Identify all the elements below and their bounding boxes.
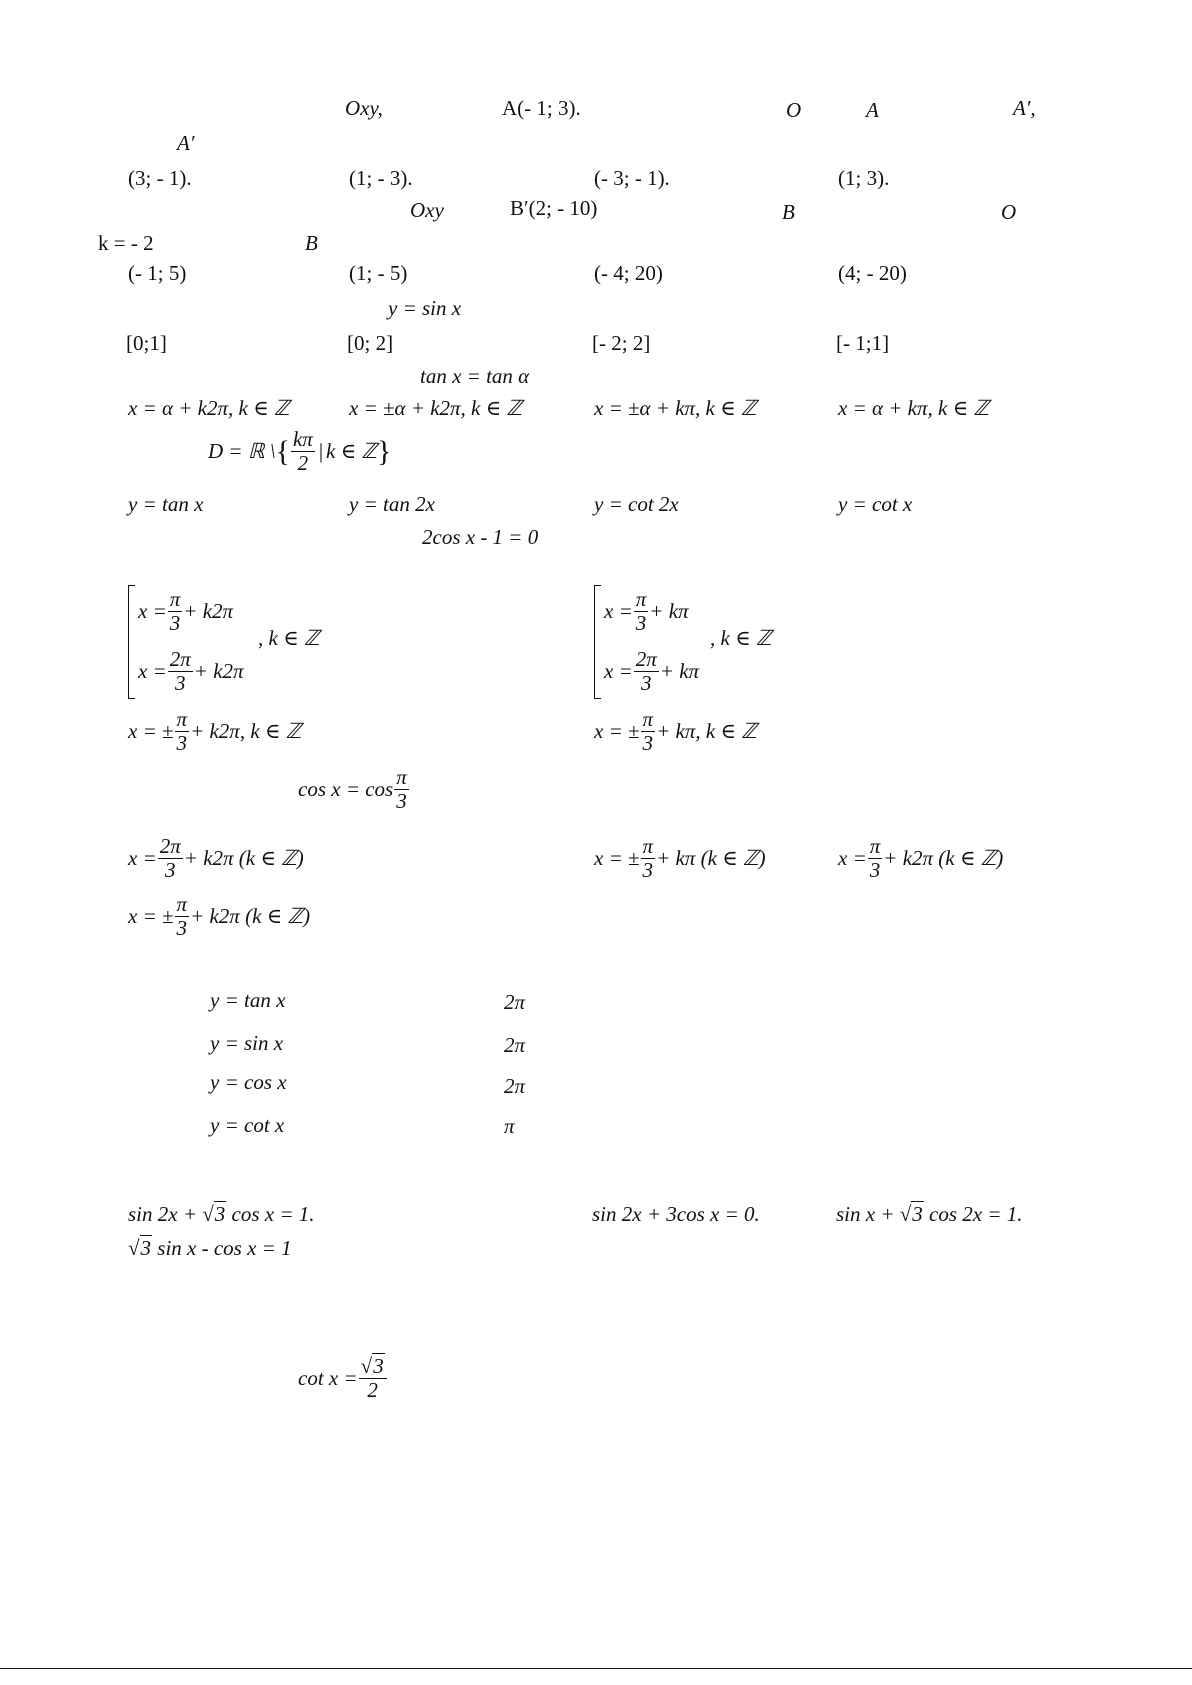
q1-frag-o: O: [786, 98, 802, 122]
q5-right-brace: }: [377, 434, 392, 468]
q3-option-c: [- 2; 2]: [592, 331, 651, 355]
q3-option-a: [0;1]: [126, 331, 167, 355]
q8-row-4-function: y = cot x: [210, 1113, 285, 1137]
q1-option-c: (- 3; - 1).: [594, 166, 670, 190]
q7-expression: cos x = cos $\frac{\pi}{3}$: [298, 765, 407, 814]
q1-frag-a-prime-2: A′: [177, 131, 195, 155]
q9-option-a: sin 2x + √3 cos x = 1.: [128, 1202, 315, 1226]
q6-option-b-k: , k ∈ ℤ: [710, 626, 772, 650]
q2-frag-b: B: [782, 200, 795, 224]
q1-frag-oxy: Oxy,: [345, 96, 383, 120]
q8-row-4-period: π: [504, 1114, 515, 1138]
q4-expression: tan x = tan α: [420, 364, 530, 388]
q1-option-d: (1; 3).: [838, 166, 890, 190]
q5-left-brace: {: [275, 434, 290, 468]
q6-option-b-bracket: [594, 585, 601, 699]
q2-option-b: (1; - 5): [349, 261, 408, 285]
q4-option-c: x = ±α + kπ, k ∈ ℤ: [594, 396, 757, 420]
q10-radicand: 3: [373, 1354, 384, 1378]
q4-option-a: x = α + k2π, k ∈ ℤ: [128, 396, 290, 420]
q8-row-1-period: 2π: [504, 990, 526, 1014]
q5-option-c: y = cot 2x: [594, 492, 679, 516]
q4-option-d: x = α + kπ, k ∈ ℤ: [838, 396, 990, 420]
q1-frag-a: A: [866, 98, 879, 122]
q2-option-a: (- 1; 5): [128, 261, 187, 285]
q2-point-b-prime: B′(2; - 10): [510, 196, 598, 220]
q8-row-3-period: 2π: [504, 1074, 526, 1098]
q3-option-b: [0; 2]: [347, 331, 394, 355]
q6-option-a-line2: x = $\frac{2\pi}{3}$ + k2π: [138, 647, 244, 696]
q7-option-a: x = $\frac{2\pi}{3}$ + k2π (k ∈ ℤ): [128, 834, 304, 883]
q3-option-d: [- 1;1]: [836, 331, 890, 355]
q1-option-a: (3; - 1).: [128, 166, 192, 190]
q5-domain: D = ℝ \ { $\frac{k\pi}{2}$ | k ∈ ℤ }: [208, 427, 392, 476]
q4-option-b: x = ±α + k2π, k ∈ ℤ: [349, 396, 523, 420]
q3-expression: y = sin x: [388, 296, 462, 320]
page-bottom-rule: [0, 1668, 1192, 1669]
q5-option-b: y = tan 2x: [349, 492, 435, 516]
q5-domain-fraction: [291, 428, 315, 475]
q9-option-c: sin x + √3 cos 2x = 1.: [836, 1202, 1023, 1226]
q9-option-b: sin 2x + 3cos x = 0.: [592, 1202, 760, 1226]
q6-option-c: x = ± $\frac{\pi}{3}$ + k2π, k ∈ ℤ: [128, 707, 302, 756]
q7-option-d: x = ± $\frac{\pi}{3}$ + k2π (k ∈ ℤ): [128, 892, 311, 941]
q5-domain-den: 2: [297, 451, 309, 476]
q2-frag-o: O: [1001, 200, 1017, 224]
q1-frag-a-prime: A′,: [1013, 96, 1036, 120]
q6-expression: 2cos x - 1 = 0: [422, 525, 539, 549]
q2-option-c: (- 4; 20): [594, 261, 663, 285]
q6-option-b-line2: x = $\frac{2\pi}{3}$ + kπ: [604, 647, 700, 696]
q2-option-d: (4; - 20): [838, 261, 907, 285]
q2-frag-oxy: Oxy: [410, 198, 444, 222]
q2-frag-b-2: B: [305, 231, 318, 255]
q7-option-c: x = $\frac{\pi}{3}$ + k2π (k ∈ ℤ): [838, 834, 1004, 883]
q6-option-a-line1: x = $\frac{\pi}{3}$ + k2π: [138, 587, 234, 636]
q8-row-1-function: y = tan x: [210, 988, 286, 1012]
q8-row-3-function: y = cos x: [210, 1070, 287, 1094]
q5-option-d: y = cot x: [838, 492, 913, 516]
q6-option-d: x = ± $\frac{\pi}{3}$ + kπ, k ∈ ℤ: [594, 707, 757, 756]
q8-row-2-period: 2π: [504, 1033, 526, 1057]
q9-option-d: √3 sin x - cos x = 1: [128, 1236, 292, 1260]
q6-option-a-bracket: [128, 585, 135, 699]
q10-expression: cot x = $\frac{√3}{2}$: [298, 1355, 388, 1402]
q5-domain-cond: k ∈ ℤ: [326, 439, 378, 464]
q2-ratio-k: k = - 2: [98, 231, 154, 255]
q8-row-2-function: y = sin x: [210, 1031, 284, 1055]
q10-denominator: 2: [367, 1378, 378, 1403]
q1-option-b: (1; - 3).: [349, 166, 413, 190]
q6-option-b-line1: x = $\frac{\pi}{3}$ + kπ: [604, 587, 689, 636]
q5-option-a: y = tan x: [128, 492, 204, 516]
q7-option-b: x = ± $\frac{\pi}{3}$ + kπ (k ∈ ℤ): [594, 834, 766, 883]
q6-option-a-k: , k ∈ ℤ: [258, 626, 320, 650]
q5-domain-lhs: D = ℝ \: [208, 439, 276, 464]
q5-domain-num: kπ: [292, 427, 313, 451]
q1-point-a: A(- 1; 3).: [502, 96, 581, 120]
